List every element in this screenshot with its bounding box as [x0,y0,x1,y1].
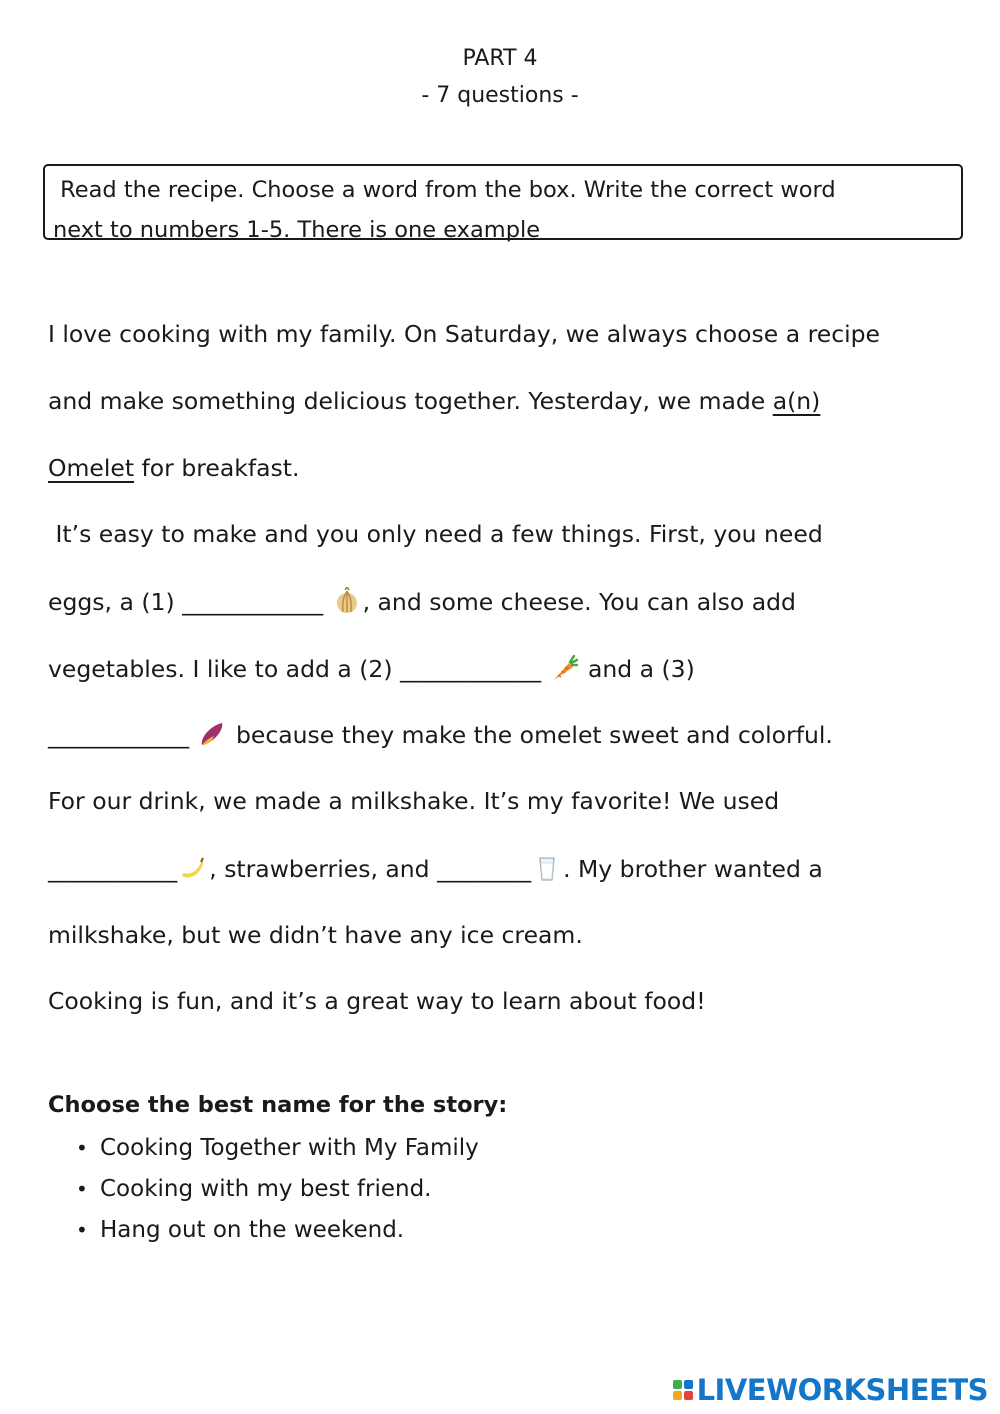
story-line-11: Cooking is fun, and it’s a great way to learn about food! [48,987,706,1015]
story-text: vegetables. I like to add a (2) [48,655,400,683]
story-line-2 [48,387,820,415]
option-1[interactable]: • Cooking Together with My Family [72,1132,479,1173]
story-text: and a (3) [580,655,695,683]
part-title: PART 4 [462,46,538,71]
story-text: , and some cheese. You can also add [362,588,796,616]
logo-mark-icon [673,1380,693,1400]
story-text: for breakfast. [134,454,300,482]
option-2[interactable]: • Cooking with my best friend. [72,1173,479,1214]
milk-glass-icon [533,854,561,882]
onion-icon [333,587,361,615]
story-line-8: For our drink, we made a milkshake. It’s my favorite! We used [48,787,780,815]
example-article: a(n) [772,387,821,415]
answer-blank-1[interactable]: ____________ [182,588,324,616]
example-answer: Omelet [48,454,135,482]
liveworksheets-logo [673,1372,988,1408]
answer-blank-3[interactable]: ____________ [48,721,189,749]
question-count: - 7 questions - [421,83,579,108]
answer-options [72,1132,479,1255]
instruction-line-2: next to numbers 1-5. There is one example [53,217,541,243]
story-line-5 [48,587,796,616]
story-text: . My brother wanted a [563,855,823,883]
story-text: eggs, a (1) [48,588,183,616]
story-line-6 [48,654,695,683]
sweet-potato-icon [198,720,226,748]
story-text: , strawberries, and [209,855,438,883]
story-line-7 [48,720,833,749]
story-line-9 [48,854,823,883]
story-line-3 [48,454,299,482]
carrot-icon [550,654,578,682]
answer-blank-2[interactable]: ____________ [400,655,541,683]
story-text: and make something delicious together. Yesterday, we made [48,387,773,415]
story-text: because they make the omelet sweet and colorful. [228,721,833,749]
answer-blank-4[interactable]: ___________ [48,855,178,883]
story-line-1: I love cooking with my family. On Saturday, we always choose a recipe [48,320,881,348]
answer-blank-5[interactable]: ________ [437,855,532,883]
instruction-line-1: Read the recipe. Choose a word from the box. Write the correct word [53,177,836,203]
story-line-10: milkshake, but we didn’t have any ice cream. [48,921,583,949]
banana-icon [179,854,207,882]
instruction-box [43,164,963,243]
story-line-4: It’s easy to make and you only need a few things. First, you need [48,520,823,548]
question-title: Choose the best name for the story: [48,1092,508,1118]
logo-text: LIVEWORKSHEETS [696,1373,988,1407]
option-3[interactable]: • Hang out on the weekend. [72,1214,479,1255]
